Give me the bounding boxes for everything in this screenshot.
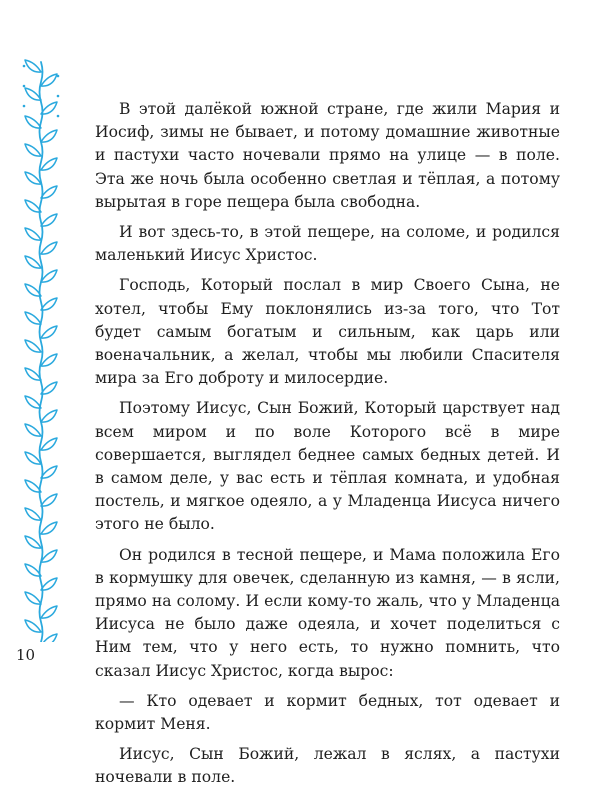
- paragraph-4: Поэтому Иисус, Сын Божий, Который царствует над всем миром и по воле Которого всё в мире совершается, выглядел беднее самых бедных детей. И в самом деле, у вас есть и тёплая комната, и удобная постель, и мягкое одеяло, а у Младенца Иисуса ничего этого не было.: [95, 399, 560, 534]
- paragraph-5: Он родился в тесной пещере, и Мама положила Его в кормушку для овечек, сделанную из камня, — в ясли, прямо на солому. И если кому-то жаль, что у Младенца Иисуса не было даже одеяла, и хочет поделиться с Ним тем, что у него есть, то нужно помнить, что сказал Иисус Христос, когда вырос:: [95, 545, 560, 680]
- paragraph-3: Господь, Который послал в мир Своего Сына, не хотел, чтобы Ему поклонялись из-за того, что Тот будет самым богатым и сильным, как царь или военачальник, а желал, чтобы мы любили Спасителя мира за Его доброту и милосердие.: [95, 276, 560, 388]
- paragraph-2: И вот здесь-то, в этой пещере, на соломе, и родился маленький Иисус Христос.: [95, 223, 560, 265]
- page-text: [95, 98, 560, 790]
- page-number: 10: [16, 646, 36, 664]
- paragraph-6: — Кто одевает и кормит бедных, тот одевает и кормит Меня.: [95, 691, 560, 734]
- paragraph-1: В этой далёкой южной стране, где жили Мария и Иосиф, зимы не бывает, и потому домашние животные и пастухи часто ночевали прямо на улице — в поле. Эта же ночь была особенно светлая и тёплая, а потому вырытая в горе пещера была свободна.: [95, 100, 560, 211]
- paragraph-7: Иисус, Сын Божий, лежал в яслях, а пастухи ночевали в поле.: [95, 745, 560, 787]
- vine-ornament-icon: [16, 52, 66, 642]
